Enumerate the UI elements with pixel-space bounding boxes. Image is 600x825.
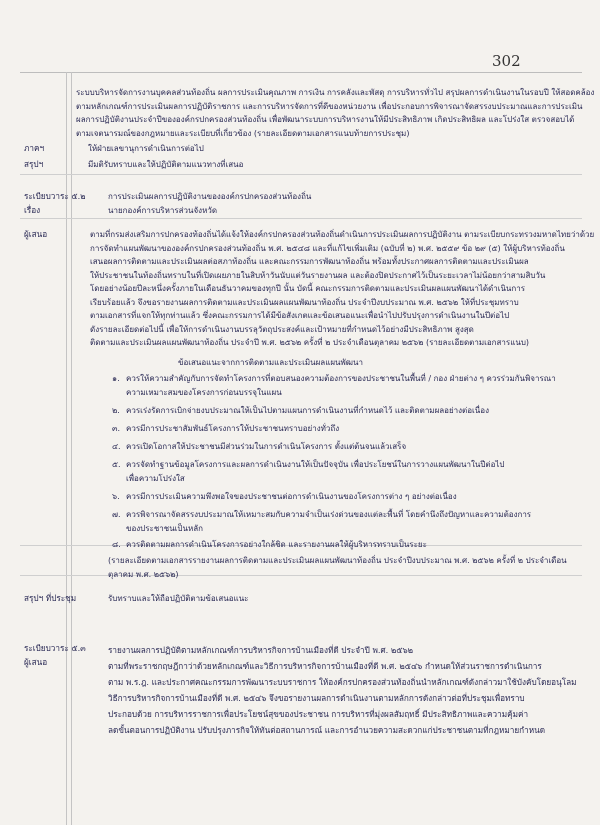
text-line: ดังรายละเอียดต่อไปนี้ เพื่อให้การดำเนินงานบรรลุวัตถุประสงค์และเป้าหมายที่กำหนดไว้อย่างมีประสิทธิภาพ สูงสุด [90, 324, 474, 334]
suggestion-number: ๑. [112, 374, 120, 383]
text-line: โดยอย่างน้อยปีละหนึ่งครั้งภายในเดือนธันวาคมของทุกปี นั้น บัดนี้ คณะกรรมการติดตามและประเมินผลแผนพัฒนาได้ดำเนินการ [90, 284, 526, 293]
reference-note [108, 554, 567, 581]
agenda-number: ระเบียบวาระ ๕.๓ [24, 643, 86, 653]
suggestion-number: ๗. [112, 510, 121, 519]
text-line: ตามที่พระราชกฤษฎีกาว่าด้วยหลักเกณฑ์และวิธีการบริหารกิจการบ้านเมืองที่ดี พ.ศ. ๒๕๔๖ กำหนดให้ส่วนราชการดำเนินการ [108, 661, 542, 671]
text-line: เสนอผลการติดตามและประเมินผลต่อสภาท้องถิ่น และคณะกรรมการพัฒนาท้องถิ่น พร้อมทั้งประกาศผลการติดตามและประเมินผล [90, 257, 529, 266]
suggestions-heading: ข้อเสนอแนะจากการติดตามและประเมินผลแผนพัฒนา [178, 358, 363, 367]
agenda-label [24, 642, 86, 669]
summary-label: สรุปฯ ที่ประชุม [24, 593, 77, 603]
text-line: เรียบร้อยแล้ว จึงขอรายงานผลการติดตามและประเมินผลแผนพัฒนาท้องถิ่น ประจำปีงบประมาณ พ.ศ. ๒๕๖๒ ให้ที่ประชุมทราบ [90, 297, 519, 307]
text-line: ควรจัดทำฐานข้อมูลโครงการและผลการดำเนินงานให้เป็นปัจจุบัน เพื่อประโยชน์ในการวางแผนพัฒนาในปีต่อไป [126, 460, 505, 469]
text-line: ลดขั้นตอนการปฏิบัติงาน ปรับปรุงภารกิจให้ทันต่อสถานการณ์ และการอำนวยความสะดวกแก่ประชาชนตามที่กฎหมายกำหนด [108, 725, 546, 735]
text-line: ควรเปิดโอกาสให้ประชาชนมีส่วนร่วมในการดำเนินโครงการ ตั้งแต่ต้นจนแล้วเสร็จ [126, 442, 407, 451]
text-line: ตามเอกสารที่แจกให้ทุกท่านแล้ว ซึ่งคณะกรรมการได้มีข้อสังเกตและข้อเสนอแนะเพื่อนำไปปรับปรุงการดำเนินงานในปีต่อไป [90, 311, 510, 320]
text-line: ประกอบด้วย การบริหารราชการเพื่อประโยชน์สุขของประชาชน การบริหารที่มุ่งผลสัมฤทธิ์ มีประสิทธิภาพและความคุ้มค่า [108, 709, 529, 719]
suggestion-number: ๒. [112, 406, 120, 415]
text-line: วิธีการบริหารกิจการบ้านเมืองที่ดี พ.ศ. ๒๕๔๖ จึงขอรายงานผลการดำเนินงานตามหลักการดังกล่าวต่อที่ประชุมเพื่อทราบ [108, 693, 525, 703]
agenda-presenter-label: ผู้เสนอ [24, 656, 48, 667]
agenda-subject-label: เรื่อง [24, 204, 41, 215]
suggestion-item [112, 508, 532, 533]
suggestion-item [112, 404, 489, 418]
top-paragraph [76, 86, 594, 140]
text-line: ตาม พ.ร.ฎ. และประกาศคณะกรรมการพัฒนาระบบราชการ ให้องค์กรปกครองส่วนท้องถิ่นนำหลักเกณฑ์ดังกล่าวมาใช้บังคับโดยอนุโลม [108, 677, 577, 687]
presenter-label: ผู้เสนอ [24, 229, 48, 239]
agenda-label [24, 190, 86, 217]
suggestion-item [112, 440, 407, 454]
suggestion-item [112, 458, 505, 483]
text-line: ผลการปฏิบัติงานประจำปีขององค์กรปกครองส่วนท้องถิ่น เพื่อพัฒนาระบบการบริหารงานให้มีประสิทธิภาพ เกิดประสิทธิผล และโปร่งใส ตรวจสอบได้ [76, 115, 575, 124]
section2-body [108, 642, 577, 738]
row-label: สรุปฯ [24, 159, 44, 169]
suggestion-number: ๖. [112, 492, 120, 501]
row-divider [20, 174, 582, 175]
text-line: ควรพิจารณาจัดสรรงบประมาณให้เหมาะสมกับความจำเป็นเร่งด่วนของแต่ละพื้นที่ โดยคำนึงถึงปัญหาและความต้องการ [126, 510, 532, 519]
section1-body [90, 228, 594, 350]
text-line: ควรมีการประเมินความพึงพอใจของประชาชนต่อการดำเนินงานของโครงการต่าง ๆ อย่างต่อเนื่อง [126, 492, 457, 501]
text-line: ตามหลักเกณฑ์การประเมินผลการปฏิบัติราชการ และการบริหารจัดการที่ดีของหน่วยงาน เพื่อประกอบการพิจารณาจัดสรรงบประมาณและการประเมิน [76, 101, 583, 111]
text-line: ความเหมาะสมของโครงการก่อนบรรจุในแผน [126, 387, 282, 397]
margin-line [71, 72, 72, 825]
page-number: 302 [492, 52, 521, 70]
text-line: (รายละเอียดตามเอกสารรายงานผลการติดตามและประเมินผลแผนพัฒนาท้องถิ่น ประจำปีงบประมาณ พ.ศ. ๒๕๖๒ ครั้งที่ ๒ ประจำเดือน [108, 556, 567, 565]
row-label: ภาคฯ [24, 143, 45, 153]
text-line: ควรเร่งรัดการเบิกจ่ายงบประมาณให้เป็นไปตามแผนการดำเนินงานที่กำหนดไว้ และติดตามผลอย่างต่อเนื่อง [126, 406, 489, 415]
text-line: ตุลาคม พ.ศ. ๒๕๖๒) [108, 569, 179, 579]
summary-text: รับทราบและให้ถือปฏิบัติตามข้อเสนอแนะ [108, 594, 249, 603]
suggestion-number: ๔. [112, 442, 121, 451]
text-line: ตามที่กรมส่งเสริมการปกครองท้องถิ่นได้แจ้งให้องค์กรปกครองส่วนท้องถิ่นดำเนินการประเมินผลการปฏิบัติงาน ตามระเบียบกระทรวงมหาดไทยว่าด้วย [90, 230, 595, 239]
top-rule [20, 72, 582, 73]
text-line: การจัดทำแผนพัฒนาขององค์กรปกครองส่วนท้องถิ่น พ.ศ. ๒๕๔๘ และที่แก้ไขเพิ่มเติม (ฉบับที่ ๒) พ.ศ. ๒๕๕๙ ข้อ ๒๙ (๕) ให้ผู้บริหารท้องถิ่น [90, 243, 565, 253]
margin-line [66, 72, 67, 825]
text-line: ระบบบริหารจัดการงานบุคคลส่วนท้องถิ่น ผลการประเมินคุณภาพ การเงิน การคลังและพัสดุ การบริหารทั่วไป สรุปผลการดำเนินงานในรอบปี ให้สอดคล้อง [76, 88, 595, 97]
text-line: รายงานผลการปฏิบัติตามหลักเกณฑ์การบริหารกิจการบ้านเมืองที่ดี ประจำปี พ.ศ. ๒๕๖๒ [108, 645, 414, 655]
text-line: ตามเจตนารมณ์ของกฎหมายและระเบียบที่เกี่ยวข้อง (รายละเอียดตามเอกสารแนบท้ายการประชุม) [76, 128, 410, 138]
text-line: ของประชาชนเป็นหลัก [126, 523, 203, 533]
text-line: ติดตามและประเมินผลแผนพัฒนาท้องถิ่น ประจำปี พ.ศ. ๒๕๖๒ ครั้งที่ ๒ ประจำเดือนตุลาคม ๒๕๖๒ (รายละเอียดตามเอกสารแนบ) [90, 338, 530, 347]
row-text: มีมติรับทราบและให้ปฏิบัติตามแนวทางที่เสนอ [88, 160, 244, 169]
agenda-presenter: นายกองค์การบริหารส่วนจังหวัด [108, 205, 218, 215]
suggestion-number: ๘. [112, 540, 121, 549]
suggestion-item [112, 422, 340, 436]
text-line: ให้ประชาชนในท้องถิ่นทราบในที่เปิดเผยภายในสิบห้าวันนับแต่วันรายงานผล และต้องปิดประกาศไว้เป็นระยะเวลาไม่น้อยกว่าสามสิบวัน [90, 270, 546, 280]
text-line: ควรให้ความสำคัญกับการจัดทำโครงการที่ตอบสนองความต้องการของประชาชนในพื้นที่ / กอง ฝ่ายต่าง ๆ ควรร่วมกันพิจารณา [126, 374, 556, 383]
row-text: ให้ฝ่ายเลขานุการดำเนินการต่อไป [88, 144, 204, 153]
row-divider [20, 218, 582, 219]
text-line: ควรติดตามผลการดำเนินโครงการอย่างใกล้ชิด และรายงานผลให้ผู้บริหารทราบเป็นระยะ [126, 540, 427, 549]
suggestion-item [112, 490, 457, 504]
suggestion-item [112, 538, 427, 552]
suggestion-number: ๓. [112, 424, 121, 433]
text-line: ควรมีการประชาสัมพันธ์โครงการให้ประชาชนทราบอย่างทั่วถึง [126, 424, 340, 433]
text-line: เพื่อความโปร่งใส [126, 473, 185, 483]
suggestion-item [112, 372, 556, 397]
agenda-number: ระเบียบวาระ ๕.๒ [24, 191, 86, 201]
suggestion-number: ๕. [112, 460, 121, 469]
agenda-title: การประเมินผลการปฏิบัติงานขององค์กรปกครองส่วนท้องถิ่น [108, 192, 312, 201]
